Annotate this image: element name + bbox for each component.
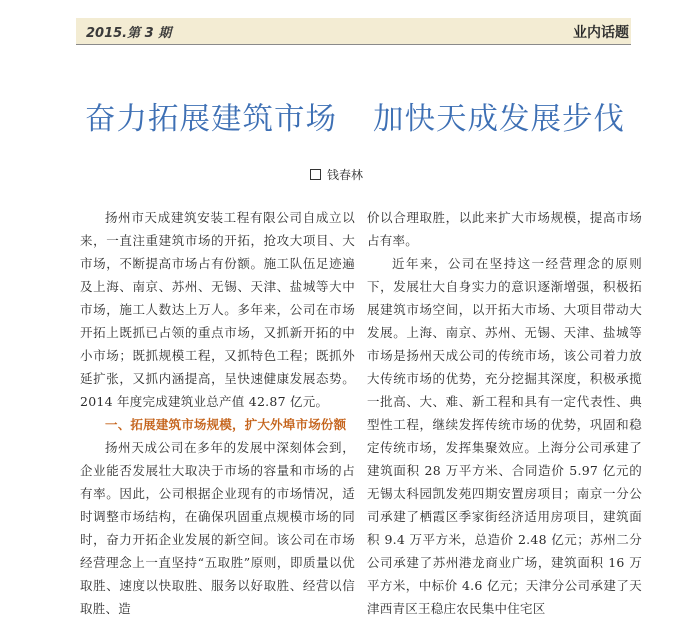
intro-paragraph: 扬州市天成建筑安装工程有限公司自成立以来，一直注重建筑市场的开拓，抢攻大项目、大市场，不断提高市场占有份额。施工队伍足迹遍及上海、南京、苏州、无锡、天津、盐城等大中市场，施工人数达上万人。多年来，公司在市场开拓上既抓已占领的重点市场，又抓新开拓的中小市场；既抓规模工程，又抓特色工程；既抓外延扩张，又抓内涵提高，呈快速健康发展态势。2014 年度完成建筑业总产值 42.87 亿元。 bbox=[80, 210, 355, 409]
author-line bbox=[310, 166, 430, 184]
square-icon bbox=[310, 169, 321, 180]
issue-number: 2015.第 3 期 bbox=[86, 26, 172, 41]
article-title-part1: 奋力拓展建筑市场 bbox=[85, 102, 337, 137]
page-header bbox=[76, 18, 631, 45]
body-paragraph: 近年来，公司在坚持这一经营理念的原则下，发展壮大自身实力的意识逐渐增强，积极拓展建筑市场空间，以开拓大市场、大项目带动大发展。上海、南京、苏州、无锡、天津、盐城等市场是扬州天成公司的传统市场，该公司着力放大传统市场的优势，充分挖掘其深度，积极承揽一批高、大、难、新工程和具有一定代表性、典型性工程，继续发挥传统市场的优势，巩固和稳定传统市场，发挥集聚效应。上海分公司承建了建筑面积 28 万平方米、合同造价 5.97 亿元的无锡太科园凯发苑四期安置房项目；南京一分公司承建了栖霞区季家街经济适用房项目，建筑面积 9.4 万平方米，总造价 2.48 亿元；苏州二分公司承建了苏州港龙商业广场，建筑面积 16 万平方米，中标价 4.6 亿元；天津分公司承建了天津西青区王稳庄农民集中住宅区 bbox=[367, 256, 642, 616]
author-name: 钱春林 bbox=[327, 168, 364, 182]
section-heading: 一、拓展建筑市场规模，扩大外埠市场份额 bbox=[105, 417, 347, 432]
article-title bbox=[70, 94, 640, 138]
continued-paragraph: 价以合理取胜，以此来扩大市场规模，提高市场占有率。 bbox=[367, 210, 642, 248]
body-paragraph: 扬州天成公司在多年的发展中深刻体会到，企业能否发展壮大取决于市场的容量和市场的占有率。因此，公司根据企业现有的市场情况，适时调整市场结构，在确保巩固重点规模市场的同时，奋力开拓企业发展的新空间。该公司在市场经营理念上一直坚持“五取胜”原则，即质量以优取胜、速度以快取胜、服务以好取胜、经营以信取胜、造 bbox=[80, 440, 355, 616]
left-column bbox=[80, 206, 355, 620]
article-title-part2: 加快天成发展步伐 bbox=[373, 102, 625, 137]
section-name: 业内话题 bbox=[573, 25, 629, 41]
right-column bbox=[367, 206, 642, 620]
